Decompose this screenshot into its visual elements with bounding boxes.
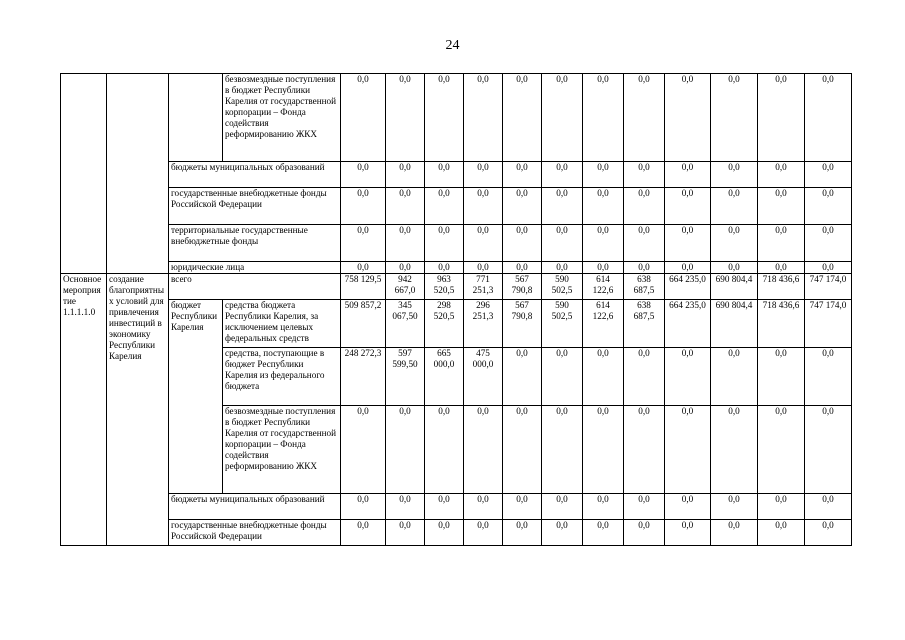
source-label: средства, поступающие в бюджет Республики Карелия из федерального бюджета [223,348,341,406]
value-cell: 665 000,0 [425,348,464,406]
value-cell: 0,0 [805,520,852,546]
value-cell: 0,0 [542,225,583,262]
value-cell: 690 804,4 [711,274,758,300]
value-cell: 0,0 [758,348,805,406]
value-cell: 0,0 [425,406,464,494]
value-cell: 0,0 [665,520,711,546]
source-label: бюджеты муниципальных образований [169,162,341,188]
value-cell: 0,0 [503,262,542,274]
value-cell: 0,0 [425,188,464,225]
value-cell: 0,0 [758,494,805,520]
value-cell: 0,0 [503,520,542,546]
value-cell: 0,0 [542,74,583,162]
table-row [61,520,852,546]
value-cell: 0,0 [386,74,425,162]
value-cell: 0,0 [503,494,542,520]
value-cell: 0,0 [711,162,758,188]
source-label: государственные внебюджетные фонды Российской Федерации [169,520,341,546]
value-cell: 758 129,5 [341,274,386,300]
value-cell: 638 687,5 [624,300,665,348]
value-cell: 0,0 [624,520,665,546]
value-cell: 0,0 [583,406,624,494]
value-cell: 0,0 [341,188,386,225]
value-cell: 0,0 [386,406,425,494]
value-cell: 0,0 [758,520,805,546]
source-label: юридические лица [169,262,341,274]
table-row [61,74,852,162]
value-cell: 0,0 [341,406,386,494]
table-row [61,162,852,188]
value-cell: 298 520,5 [425,300,464,348]
value-cell: 0,0 [425,74,464,162]
value-cell: 0,0 [665,406,711,494]
value-cell: 0,0 [665,225,711,262]
value-cell: 0,0 [624,188,665,225]
value-cell: 0,0 [665,262,711,274]
value-cell: 0,0 [805,348,852,406]
value-cell: 0,0 [665,162,711,188]
table-row [61,274,852,300]
value-cell: 0,0 [386,494,425,520]
value-cell: 664 235,0 [665,274,711,300]
value-cell: 0,0 [665,188,711,225]
value-cell: 747 174,0 [805,274,852,300]
value-cell: 0,0 [583,262,624,274]
value-cell: 0,0 [583,520,624,546]
value-cell: 0,0 [665,348,711,406]
value-cell: 0,0 [711,74,758,162]
value-cell: 0,0 [503,162,542,188]
value-cell: 0,0 [665,74,711,162]
value-cell: 0,0 [386,188,425,225]
page-number: 24 [445,38,460,53]
measure-status: Основное мероприятие 1.1.1.1.0 [61,274,107,546]
value-cell: 664 235,0 [665,300,711,348]
value-cell: 567 790,8 [503,274,542,300]
value-cell: 0,0 [425,162,464,188]
value-cell: 0,0 [624,406,665,494]
value-cell: 718 436,6 [758,300,805,348]
value-cell: 0,0 [341,494,386,520]
table-row [61,225,852,262]
value-cell: 0,0 [464,74,503,162]
table-row [61,262,852,274]
value-cell: 0,0 [341,262,386,274]
value-cell: 0,0 [758,225,805,262]
source-label: безвозмездные поступления в бюджет Республики Карелия от государственной корпорации – Фонда содействия реформированию ЖКХ [223,74,341,162]
value-cell: 0,0 [341,162,386,188]
value-cell: 0,0 [542,162,583,188]
value-cell: 0,0 [805,225,852,262]
source-group-cell-empty [169,74,223,162]
value-cell: 590 502,5 [542,300,583,348]
value-cell: 0,0 [711,262,758,274]
value-cell: 0,0 [711,520,758,546]
value-cell: 690 804,4 [711,300,758,348]
value-cell: 0,0 [583,225,624,262]
value-cell: 942 667,0 [386,274,425,300]
name-cell-empty [107,74,169,274]
value-cell: 0,0 [386,262,425,274]
value-cell: 248 272,3 [341,348,386,406]
source-label: бюджеты муниципальных образований [169,494,341,520]
value-cell: 0,0 [583,348,624,406]
value-cell: 0,0 [805,262,852,274]
value-cell: 0,0 [425,494,464,520]
table-row [61,300,852,348]
value-cell: 0,0 [341,225,386,262]
value-cell: 597 599,50 [386,348,425,406]
value-cell: 0,0 [503,225,542,262]
value-cell: 0,0 [386,162,425,188]
value-cell: 0,0 [711,188,758,225]
value-cell: 0,0 [464,225,503,262]
value-cell: 0,0 [464,520,503,546]
status-cell-empty [61,74,107,274]
value-cell: 963 520,5 [425,274,464,300]
value-cell: 0,0 [425,225,464,262]
value-cell: 296 251,3 [464,300,503,348]
source-label: безвозмездные поступления в бюджет Республики Карелия от государственной корпорации – Фонда содействия реформированию ЖКХ [223,406,341,494]
value-cell: 0,0 [425,262,464,274]
value-cell: 614 122,6 [583,274,624,300]
value-cell: 0,0 [503,188,542,225]
value-cell: 0,0 [758,262,805,274]
value-cell: 0,0 [503,74,542,162]
total-label: всего [169,274,341,300]
value-cell: 0,0 [711,348,758,406]
value-cell: 0,0 [542,262,583,274]
value-cell: 0,0 [624,225,665,262]
value-cell: 0,0 [542,494,583,520]
value-cell: 0,0 [758,406,805,494]
value-cell: 0,0 [805,162,852,188]
value-cell: 0,0 [464,188,503,225]
value-cell: 0,0 [624,494,665,520]
value-cell: 0,0 [386,520,425,546]
value-cell: 0,0 [805,188,852,225]
value-cell: 0,0 [583,162,624,188]
value-cell: 0,0 [425,520,464,546]
value-cell: 0,0 [503,348,542,406]
value-cell: 0,0 [711,225,758,262]
value-cell: 0,0 [624,162,665,188]
value-cell: 614 122,6 [583,300,624,348]
value-cell: 0,0 [542,348,583,406]
value-cell: 0,0 [542,520,583,546]
value-cell: 0,0 [624,74,665,162]
table-row [61,494,852,520]
source-label: средства бюджета Республики Карелия, за исключением целевых федеральных средств [223,300,341,348]
value-cell: 0,0 [711,494,758,520]
value-cell: 0,0 [464,262,503,274]
value-cell: 771 251,3 [464,274,503,300]
value-cell: 638 687,5 [624,274,665,300]
table-row [61,188,852,225]
value-cell: 0,0 [805,406,852,494]
value-cell: 0,0 [711,406,758,494]
value-cell: 0,0 [624,348,665,406]
value-cell: 567 790,8 [503,300,542,348]
value-cell: 590 502,5 [542,274,583,300]
value-cell: 0,0 [464,494,503,520]
value-cell: 0,0 [583,74,624,162]
value-cell: 0,0 [665,494,711,520]
value-cell: 0,0 [386,225,425,262]
value-cell: 0,0 [464,406,503,494]
value-cell: 0,0 [583,494,624,520]
value-cell: 0,0 [583,188,624,225]
value-cell: 0,0 [805,494,852,520]
measure-name: создание благоприятных условий для привлечения инвестиций в экономику Республики Карелия [107,274,169,546]
value-cell: 475 000,0 [464,348,503,406]
value-cell: 509 857,2 [341,300,386,348]
value-cell: 747 174,0 [805,300,852,348]
value-cell: 0,0 [542,188,583,225]
value-cell: 0,0 [758,162,805,188]
funding-table [60,73,852,546]
source-label: государственные внебюджетные фонды Российской Федерации [169,188,341,225]
value-cell: 0,0 [542,406,583,494]
value-cell: 0,0 [503,406,542,494]
value-cell: 0,0 [805,74,852,162]
value-cell: 345 067,50 [386,300,425,348]
value-cell: 718 436,6 [758,274,805,300]
value-cell: 0,0 [758,188,805,225]
value-cell: 0,0 [341,520,386,546]
regional-budget-label: бюджет Республики Карелия [169,300,223,494]
source-label: территориальные государственные внебюджетные фонды [169,225,341,262]
value-cell: 0,0 [624,262,665,274]
value-cell: 0,0 [758,74,805,162]
value-cell: 0,0 [341,74,386,162]
value-cell: 0,0 [464,162,503,188]
